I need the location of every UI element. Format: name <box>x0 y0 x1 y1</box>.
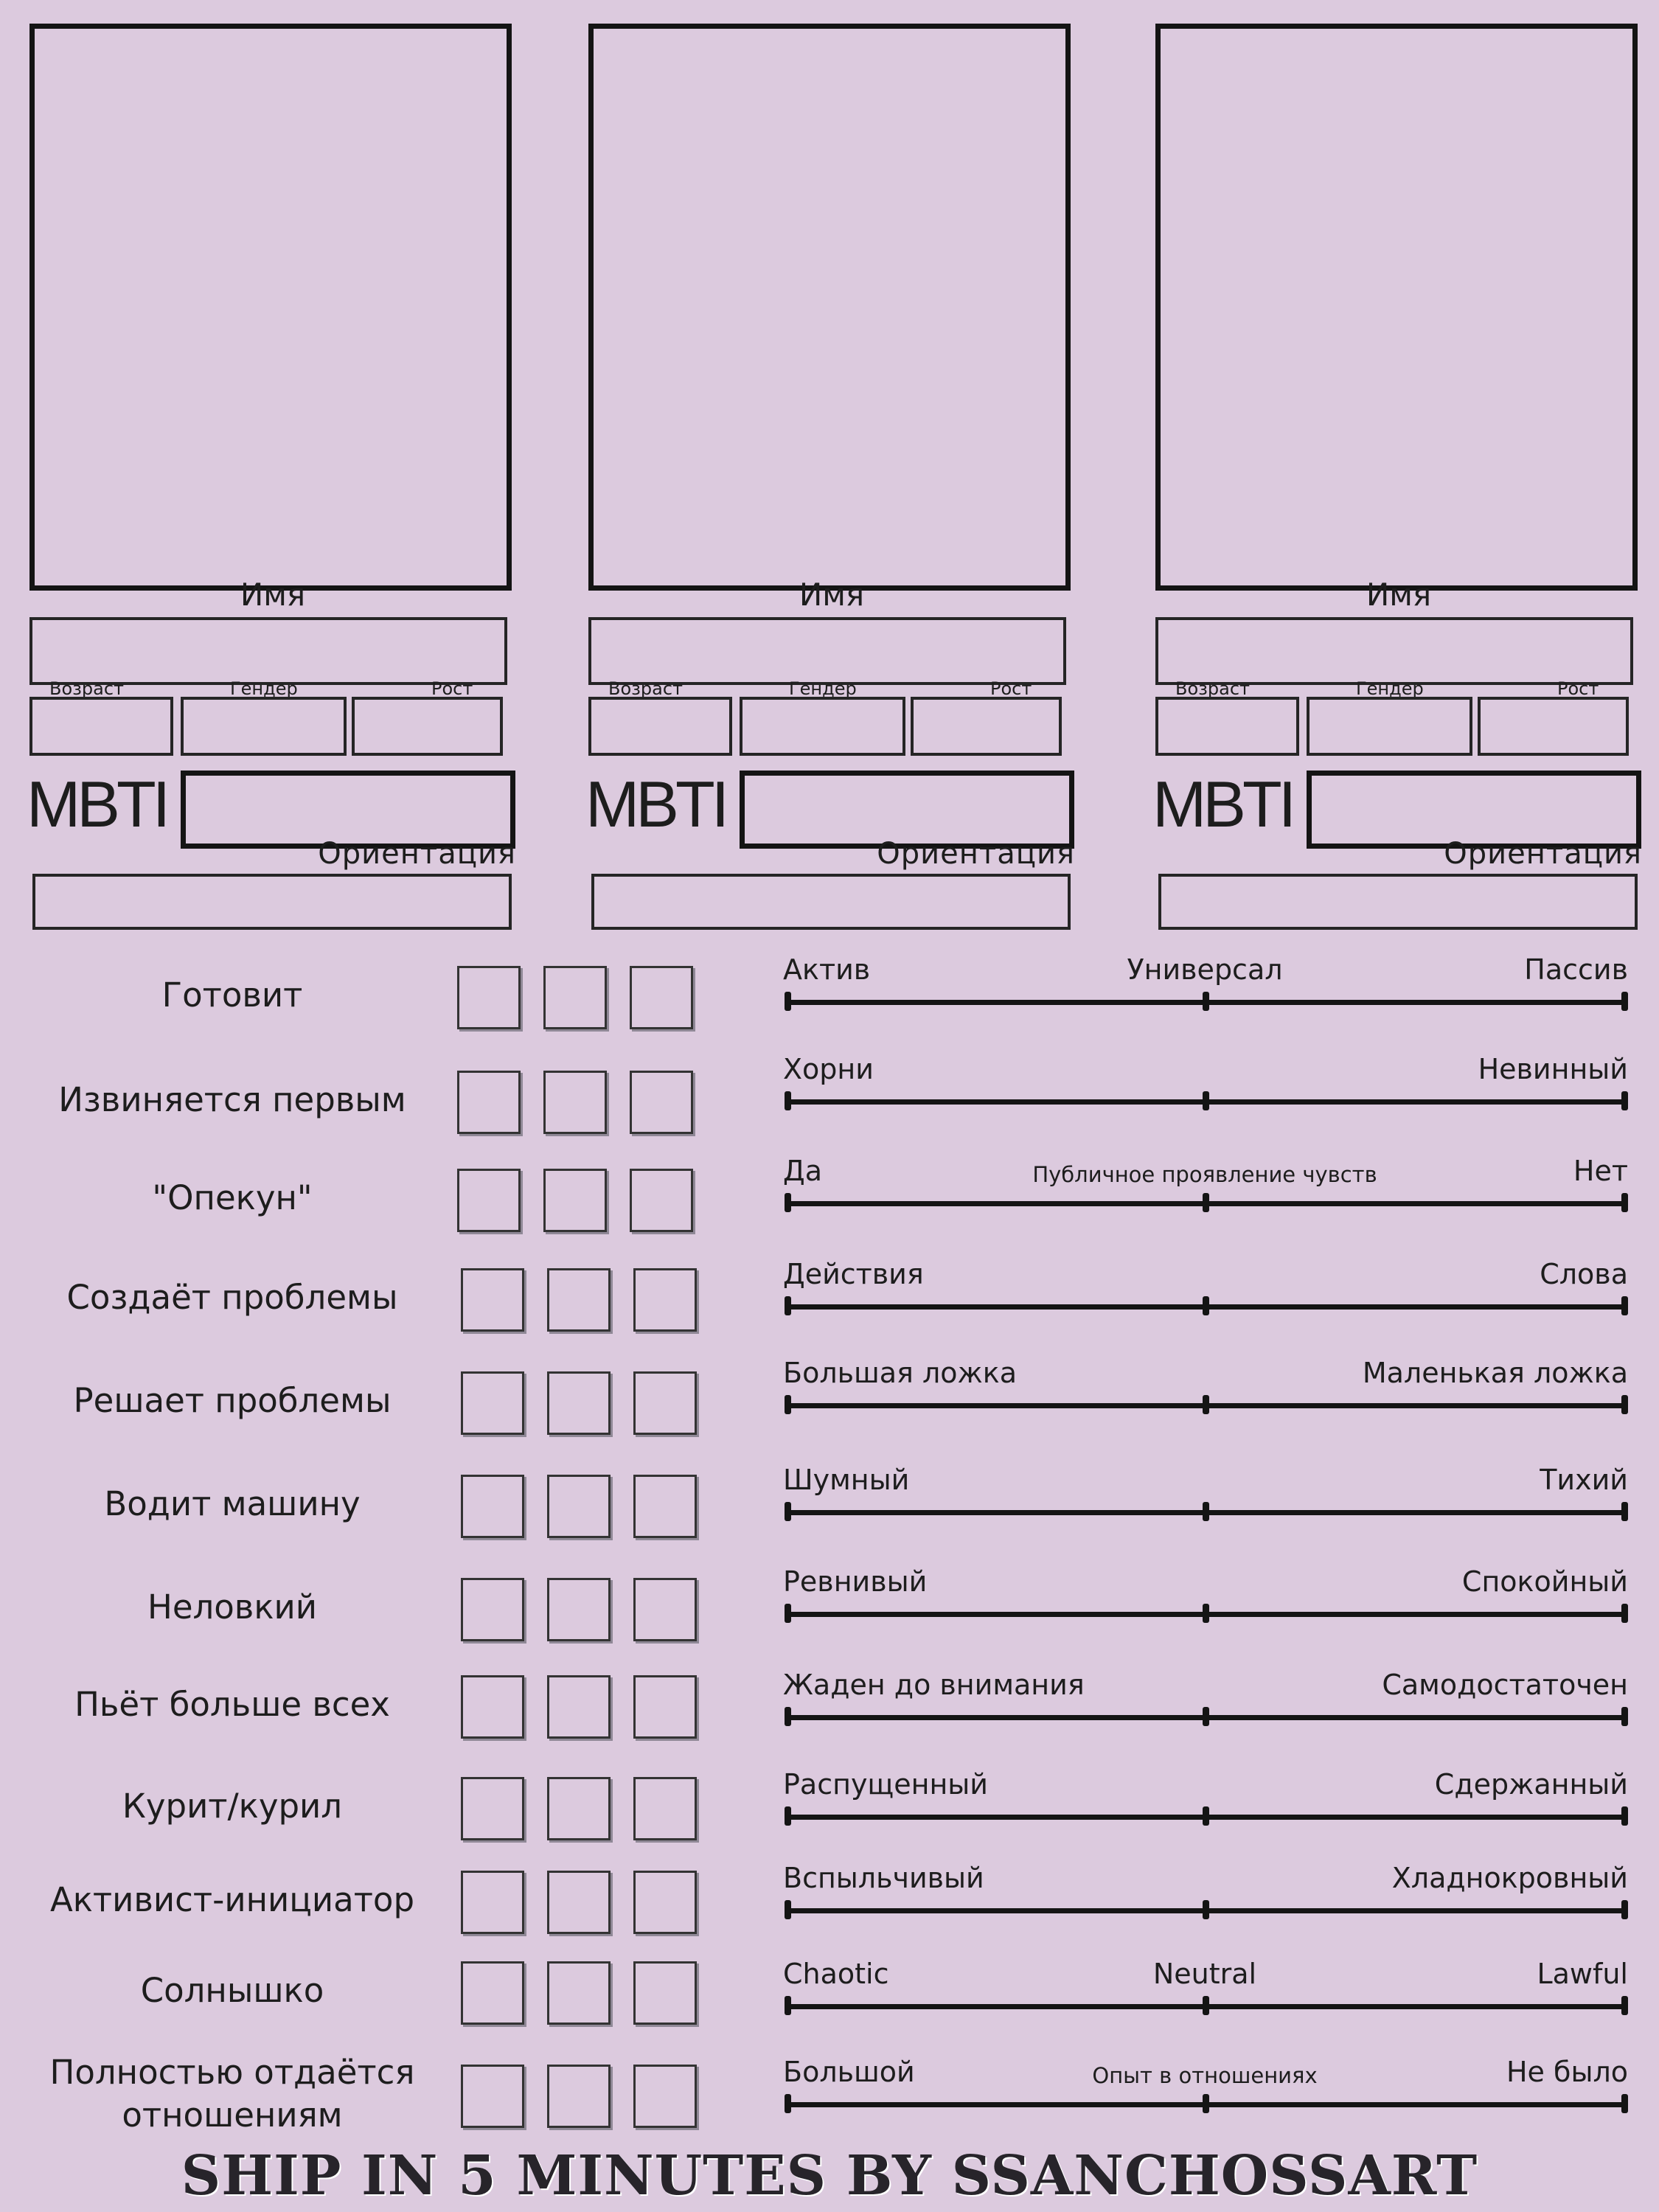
trait-checkbox-3[interactable] <box>633 1871 697 1934</box>
slider-tick-right <box>1621 1900 1628 1919</box>
trait-checkbox-1[interactable] <box>457 1071 521 1134</box>
trait-checkbox-2[interactable] <box>543 966 607 1029</box>
slider-row <box>782 1256 1628 1344</box>
gender-label: Гендер <box>789 678 857 699</box>
portrait-box[interactable] <box>588 24 1071 591</box>
trait-row <box>0 1770 708 1843</box>
trait-checkbox-3[interactable] <box>630 966 693 1029</box>
orientation-field[interactable] <box>591 874 1071 930</box>
trait-label: Неловкий <box>147 1587 317 1627</box>
trait-checkbox-3[interactable] <box>633 1475 697 1538</box>
slider-row <box>782 2053 1628 2142</box>
slider-left-label: Большая ложка <box>783 1357 1018 1389</box>
slider-tick-center <box>1203 1296 1209 1315</box>
orientation-label: Ориентация <box>318 837 516 871</box>
trait-label: Полностью отдаётся отношениям <box>49 2053 415 2135</box>
slider-tick-right <box>1621 1502 1628 1521</box>
slider-row <box>782 1461 1628 1550</box>
slider-right-label: Невинный <box>1478 1053 1628 1085</box>
slider-tick-right <box>1621 1091 1628 1110</box>
trait-checkbox-3[interactable] <box>633 1961 697 2025</box>
slider-tick-left <box>785 1900 791 1919</box>
trait-checkbox-2[interactable] <box>547 1777 611 1840</box>
slider-tick-center <box>1203 1193 1209 1212</box>
slider-right-label: Пассив <box>1524 953 1628 986</box>
trait-checkbox-3[interactable] <box>633 1268 697 1332</box>
trait-checkbox-1[interactable] <box>457 1169 521 1232</box>
trait-checkbox-1[interactable] <box>461 2065 524 2128</box>
slider-right-label: Маленькая ложка <box>1362 1357 1628 1389</box>
height-label: Рост <box>431 678 473 699</box>
slider-right-label: Слова <box>1540 1258 1628 1290</box>
trait-checkbox-3[interactable] <box>633 1675 697 1739</box>
trait-row <box>0 1668 708 1742</box>
slider-tick-right <box>1621 992 1628 1011</box>
slider-tick-center <box>1203 1395 1209 1414</box>
trait-checkbox-1[interactable] <box>461 1871 524 1934</box>
trait-checkbox-2[interactable] <box>547 1871 611 1934</box>
trait-row <box>0 1467 708 1541</box>
name-label: Имя <box>799 577 865 613</box>
slider-row <box>782 951 1628 1040</box>
slider-right-label: Самодостаточен <box>1382 1669 1628 1701</box>
slider-left-label: Жаден до внимания <box>783 1669 1085 1701</box>
trait-checkbox-2[interactable] <box>547 1268 611 1332</box>
trait-checkbox-3[interactable] <box>633 1371 697 1435</box>
height-label: Рост <box>1557 678 1599 699</box>
slider-center-label: Neutral <box>1152 1958 1257 1990</box>
trait-checkbox-1[interactable] <box>461 1961 524 2025</box>
slider-tick-left <box>785 2094 791 2113</box>
name-field[interactable] <box>29 617 507 685</box>
slider-right-label: Хладнокровный <box>1391 1862 1628 1894</box>
trait-checkbox-1[interactable] <box>461 1675 524 1739</box>
slider-tick-center <box>1203 1707 1209 1726</box>
name-label: Имя <box>1366 577 1432 613</box>
mbti-label: MBTI <box>585 768 726 841</box>
mbti-label: MBTI <box>1152 768 1293 841</box>
orientation-label: Ориентация <box>1444 837 1642 871</box>
slider-tick-right <box>1621 1193 1628 1212</box>
portrait-box[interactable] <box>1155 24 1638 591</box>
slider-center-label: Публичное проявление чувств <box>1032 1162 1377 1187</box>
trait-checkbox-3[interactable] <box>630 1071 693 1134</box>
slider-tick-left <box>785 1091 791 1110</box>
age-field[interactable] <box>1155 697 1299 756</box>
trait-label: "Опекун" <box>152 1178 313 1217</box>
slider-row <box>782 1563 1628 1652</box>
trait-checkbox-2[interactable] <box>543 1071 607 1134</box>
trait-label: Активист-инициатор <box>49 1880 415 1919</box>
gender-label: Гендер <box>1356 678 1424 699</box>
slider-tick-left <box>785 1502 791 1521</box>
slider-tick-left <box>785 1996 791 2015</box>
slider-left-label: Chaotic <box>783 1958 889 1990</box>
mbti-label: MBTI <box>27 768 167 841</box>
slider-tick-left <box>785 1395 791 1414</box>
slider-row <box>782 1354 1628 1443</box>
trait-label: Пьёт больше всех <box>74 1685 390 1724</box>
slider-left-label: Шумный <box>783 1464 910 1496</box>
trait-label: Извиняется первым <box>58 1080 406 1119</box>
trait-checkbox-2[interactable] <box>547 1475 611 1538</box>
portrait-box[interactable] <box>29 24 512 591</box>
slider-tick-right <box>1621 2094 1628 2113</box>
trait-checkbox-1[interactable] <box>461 1371 524 1435</box>
trait-checkbox-1[interactable] <box>461 1268 524 1332</box>
trait-label: Решает проблемы <box>73 1381 392 1420</box>
trait-label: Водит машину <box>104 1484 361 1523</box>
trait-checkbox-1[interactable] <box>461 1578 524 1641</box>
trait-checkbox-2[interactable] <box>543 1169 607 1232</box>
trait-checkbox-3[interactable] <box>630 1169 693 1232</box>
trait-checkbox-3[interactable] <box>633 1578 697 1641</box>
slider-right-label: Тихий <box>1540 1464 1628 1496</box>
trait-row <box>0 1571 708 1644</box>
slider-tick-center <box>1203 1806 1209 1826</box>
slider-left-label: Да <box>783 1155 822 1187</box>
trait-row <box>0 959 708 1032</box>
height-field[interactable] <box>911 697 1062 756</box>
slider-right-label: Сдержанный <box>1434 1768 1628 1801</box>
slider-tick-right <box>1621 1395 1628 1414</box>
slider-row <box>782 1955 1628 2044</box>
slider-tick-left <box>785 1604 791 1623</box>
slider-left-label: Распущенный <box>783 1768 988 1801</box>
trait-checkbox-2[interactable] <box>547 1961 611 2025</box>
character-card-3 <box>1152 0 1642 936</box>
age-label: Возраст <box>608 678 684 699</box>
slider-tick-center <box>1203 1502 1209 1521</box>
age-label: Возраст <box>1175 678 1251 699</box>
gender-field[interactable] <box>181 697 347 756</box>
slider-tick-left <box>785 1806 791 1826</box>
slider-tick-right <box>1621 1296 1628 1315</box>
slider-row <box>782 1860 1628 1948</box>
height-label: Рост <box>990 678 1032 699</box>
gender-field[interactable] <box>1307 697 1472 756</box>
trait-row <box>0 2053 708 2135</box>
slider-tick-left <box>785 1707 791 1726</box>
gender-field[interactable] <box>740 697 905 756</box>
trait-checkbox-3[interactable] <box>633 2065 697 2128</box>
trait-checkbox-3[interactable] <box>633 1777 697 1840</box>
trait-row <box>0 1364 708 1438</box>
slider-right-label: Нет <box>1573 1155 1628 1187</box>
slider-left-label: Большой <box>783 2056 915 2088</box>
slider-center-label: Опыт в отношениях <box>1092 2063 1318 2088</box>
height-field[interactable] <box>1478 697 1629 756</box>
slider-tick-center <box>1203 1900 1209 1919</box>
gender-label: Гендер <box>230 678 298 699</box>
trait-label: Создаёт проблемы <box>66 1278 398 1317</box>
slider-left-label: Хорни <box>783 1053 874 1085</box>
orientation-field[interactable] <box>1158 874 1638 930</box>
slider-tick-center <box>1203 1996 1209 2015</box>
slider-row <box>782 1152 1628 1241</box>
trait-row <box>0 1954 708 2028</box>
trait-checkbox-1[interactable] <box>457 966 521 1029</box>
name-field[interactable] <box>1155 617 1633 685</box>
age-field[interactable] <box>29 697 173 756</box>
slider-tick-right <box>1621 1806 1628 1826</box>
name-label: Имя <box>240 577 306 613</box>
orientation-field[interactable] <box>32 874 512 930</box>
trait-row <box>0 1063 708 1137</box>
slider-row <box>782 1766 1628 1854</box>
slider-tick-center <box>1203 992 1209 1011</box>
slider-tick-center <box>1203 1604 1209 1623</box>
trait-checkbox-2[interactable] <box>547 1675 611 1739</box>
slider-tick-left <box>785 1296 791 1315</box>
slider-tick-center <box>1203 1091 1209 1110</box>
slider-right-label: Не было <box>1506 2056 1628 2088</box>
slider-tick-center <box>1203 2094 1209 2113</box>
slider-left-label: Действия <box>783 1258 924 1290</box>
slider-center-label: Универсал <box>1127 953 1283 986</box>
slider-tick-right <box>1621 1604 1628 1623</box>
trait-checkbox-1[interactable] <box>461 1475 524 1538</box>
trait-checkbox-2[interactable] <box>547 1371 611 1435</box>
footer-credit: SHIP IN 5 MINUTES BY SSANCHOSSART <box>181 2144 1478 2208</box>
trait-row <box>0 1863 708 1937</box>
slider-left-label: Актив <box>783 953 871 986</box>
trait-row <box>0 1261 708 1335</box>
name-field[interactable] <box>588 617 1066 685</box>
age-label: Возраст <box>49 678 125 699</box>
slider-right-label: Спокойный <box>1461 1565 1628 1598</box>
slider-row <box>782 1051 1628 1139</box>
slider-row <box>782 1666 1628 1755</box>
slider-left-label: Вспыльчивый <box>783 1862 984 1894</box>
slider-tick-left <box>785 992 791 1011</box>
slider-tick-right <box>1621 1707 1628 1726</box>
character-card-1 <box>29 0 516 936</box>
slider-left-label: Ревнивый <box>783 1565 928 1598</box>
slider-tick-right <box>1621 1996 1628 2015</box>
height-field[interactable] <box>352 697 503 756</box>
orientation-label: Ориентация <box>877 837 1075 871</box>
trait-label: Готовит <box>161 975 303 1015</box>
trait-checkbox-2[interactable] <box>547 1578 611 1641</box>
trait-checkbox-2[interactable] <box>547 2065 611 2128</box>
trait-checkbox-1[interactable] <box>461 1777 524 1840</box>
trait-row <box>0 1161 708 1235</box>
character-card-2 <box>585 0 1075 936</box>
age-field[interactable] <box>588 697 732 756</box>
trait-label: Солнышко <box>140 1971 324 2010</box>
trait-label: Курит/курил <box>122 1787 343 1826</box>
slider-tick-left <box>785 1193 791 1212</box>
slider-right-label: Lawful <box>1537 1958 1628 1990</box>
